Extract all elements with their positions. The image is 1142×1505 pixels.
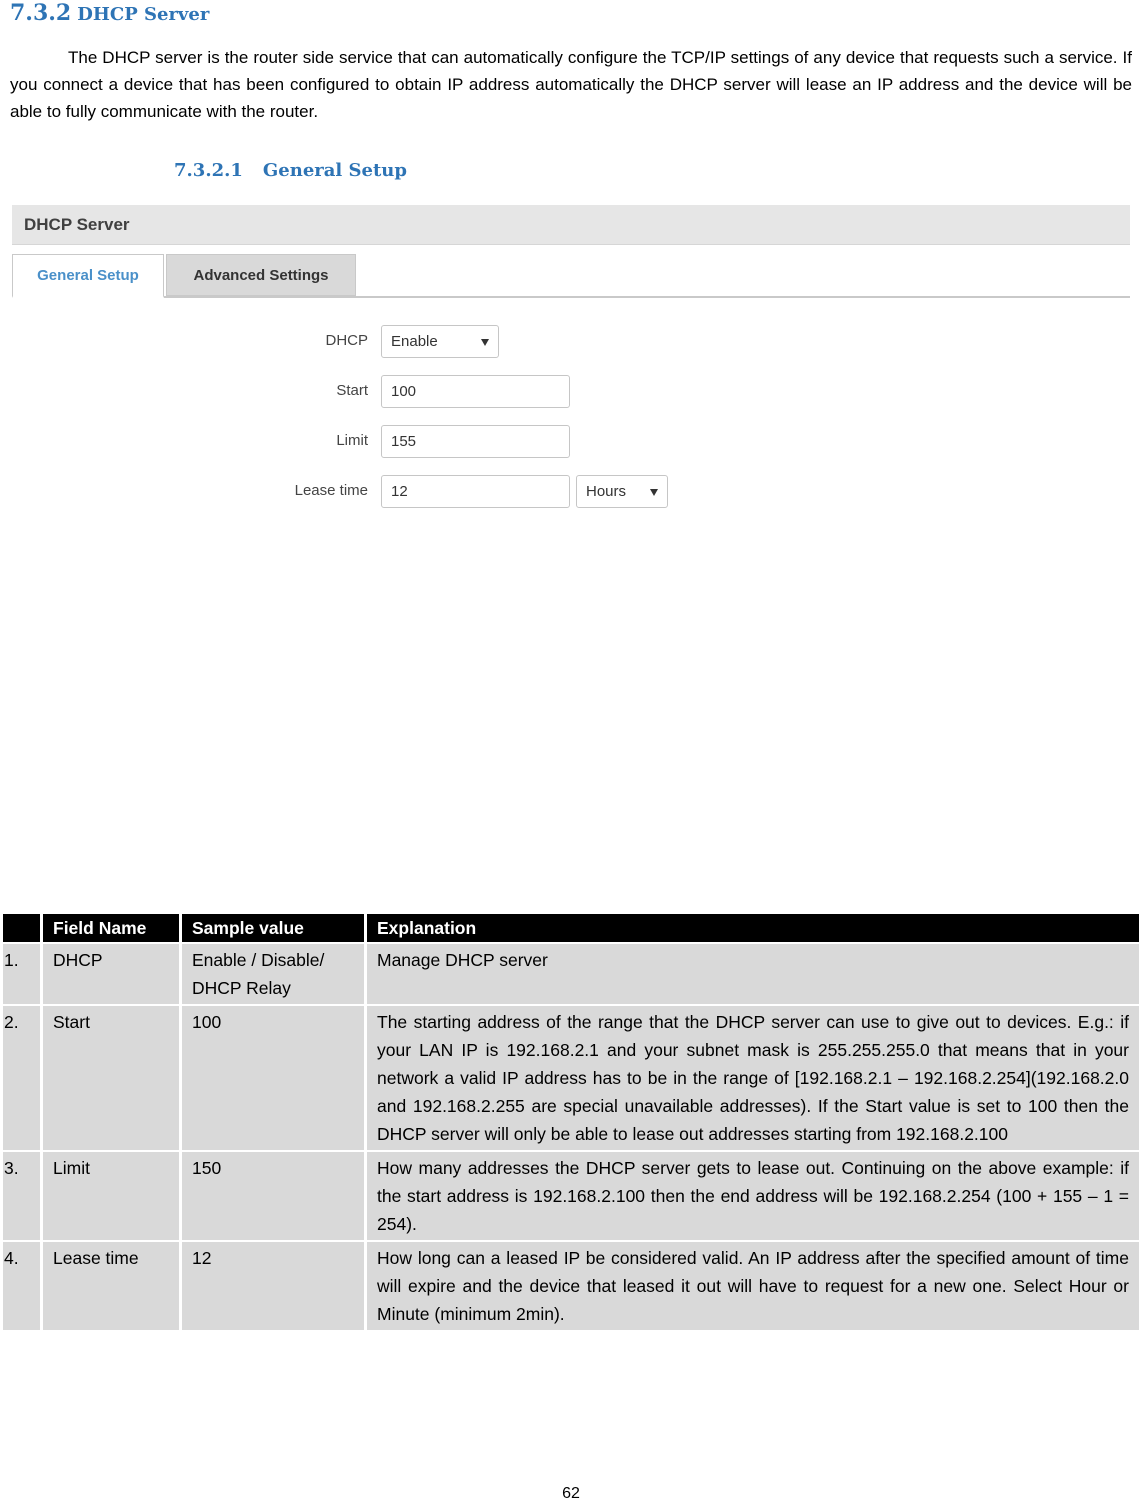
row-sample: 12 bbox=[182, 1242, 364, 1330]
header-field-name: Field Name bbox=[43, 914, 179, 942]
lease-time-label: Lease time bbox=[294, 482, 368, 499]
row-field: DHCP bbox=[43, 944, 179, 1004]
chevron-down-icon bbox=[650, 489, 658, 496]
table-row bbox=[3, 1006, 1139, 1150]
tab-bar bbox=[12, 254, 1130, 298]
table-row bbox=[3, 1152, 1139, 1240]
chevron-down-icon bbox=[481, 339, 489, 346]
tab-advanced-settings[interactable]: Advanced Settings bbox=[166, 254, 356, 296]
table-row bbox=[3, 1242, 1139, 1330]
lease-time-input[interactable]: 12 bbox=[381, 475, 570, 508]
row-explanation: Manage DHCP server bbox=[367, 944, 1139, 1004]
tab-general-setup[interactable]: General Setup bbox=[12, 254, 164, 298]
row-sample: 100 bbox=[182, 1006, 364, 1150]
subsection-number: 7.3.2.1 bbox=[174, 160, 243, 181]
start-label: Start bbox=[336, 382, 368, 399]
subsection-title: General Setup bbox=[262, 160, 407, 181]
header-sample-value: Sample value bbox=[182, 914, 364, 942]
row-field: Lease time bbox=[43, 1242, 179, 1330]
row-explanation: The starting address of the range that the DHCP server can use to give out to devices. E.g.: if your LAN IP is 192.168.2.1 and your subnet mask is 255.255.255.0 that means that in your network a valid IP address has to be in the range of [192.168.2.1 – 192.168.2.254](192.168.2.0 and 192.168.2.255 are special unavailable addresses). If the Start value is set to 100 then the DHCP server will only be able to lease out addresses starting from 192.168.2.100 bbox=[367, 1006, 1139, 1150]
section-number: 7.3.2 bbox=[10, 0, 72, 26]
header-explanation: Explanation bbox=[367, 914, 1139, 942]
panel-title: DHCP Server bbox=[12, 205, 1130, 245]
lease-unit-value: Hours bbox=[586, 483, 627, 500]
row-index: 1. bbox=[3, 944, 40, 1004]
table-row bbox=[3, 944, 1139, 1004]
page-number: 62 bbox=[562, 1485, 580, 1502]
start-input[interactable]: 100 bbox=[381, 375, 570, 408]
section-heading bbox=[10, 0, 209, 26]
row-explanation: How many addresses the DHCP server gets to lease out. Continuing on the above example: if the start address is 192.168.2.100 then the end address will be 192.168.2.254 (100 + 155 – 1 = 254). bbox=[367, 1152, 1139, 1240]
limit-label: Limit bbox=[336, 432, 368, 449]
table-header-row bbox=[3, 914, 1139, 942]
subsection-heading bbox=[174, 160, 407, 181]
lease-unit-select[interactable] bbox=[576, 475, 668, 508]
row-index: 4. bbox=[3, 1242, 40, 1330]
row-index: 2. bbox=[3, 1006, 40, 1150]
section-title: DHCP Server bbox=[77, 4, 210, 25]
row-index: 3. bbox=[3, 1152, 40, 1240]
dhcp-select[interactable] bbox=[381, 325, 499, 358]
dhcp-select-value: Enable bbox=[391, 333, 438, 350]
intro-paragraph: The DHCP server is the router side service that can automatically configure the TCP/IP settings of any device that requests such a service. If you connect a device that has been configured to obtain IP address automatically the DHCP server will lease an IP address and the device will be able to fully communicate with the router. bbox=[10, 48, 1132, 121]
row-field: Start bbox=[43, 1006, 179, 1150]
row-field: Limit bbox=[43, 1152, 179, 1240]
dhcp-label: DHCP bbox=[325, 332, 368, 349]
field-table bbox=[0, 912, 1142, 1332]
header-index bbox=[3, 914, 40, 942]
row-sample: 150 bbox=[182, 1152, 364, 1240]
row-explanation: How long can a leased IP be considered valid. An IP address after the specified amount of time will expire and the device that leased it out will have to request for a new one. Select Hour or Minute (minimum 2min). bbox=[367, 1242, 1139, 1330]
row-sample: Enable / Disable/ DHCP Relay bbox=[182, 944, 364, 1004]
limit-input[interactable]: 155 bbox=[381, 425, 570, 458]
